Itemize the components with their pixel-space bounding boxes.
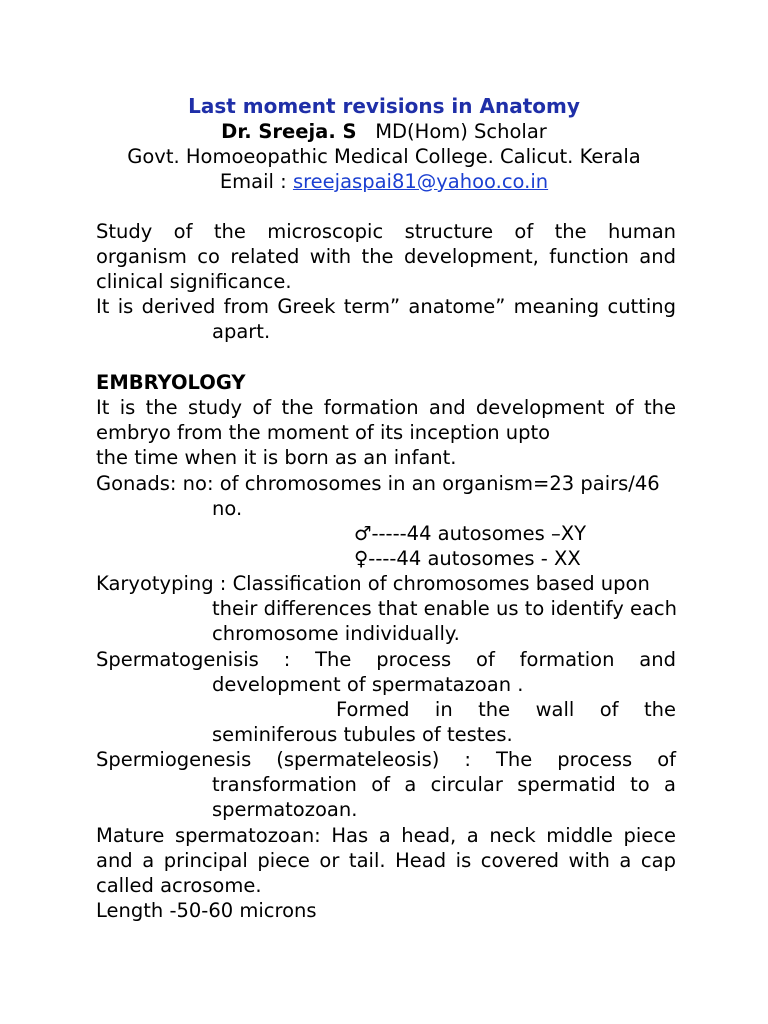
author-name: Dr. Sreeja. S [221,120,357,143]
author-line [0,120,768,143]
length-line: Length -50-60 microns [96,899,317,922]
spermatogenesis-line-4: seminiferous tubules of testes. [212,723,513,746]
karyotyping-line-1: Karyotyping : Classification of chromosomes based upon [96,572,650,595]
karyotyping-line-2: their differences that enable us to identify each [212,597,677,620]
mature-spermatozoan-line-2: and a principal piece or tail. Head is covered with a cap [96,849,676,872]
intro-line-5: apart. [212,320,271,343]
intro-line-2: organism co related with the development, function and [96,245,676,268]
email-line [0,170,768,193]
embryology-line-3: the time when it is born as an infant. [96,446,457,469]
email-label: Email : [219,170,287,193]
spermiogenesis-line-2: transformation of a circular spermatid to a [212,773,676,796]
section-heading-embryology: EMBRYOLOGY [96,371,246,394]
spermiogenesis-line-1: Spermiogenesis (spermateleosis) : The process of [96,748,676,771]
spermatogenesis-line-2: development of spermatazoan . [212,673,524,696]
author-degree: MD(Hom) Scholar [375,120,547,143]
intro-line-1: Study of the microscopic structure of the human [96,220,676,243]
email-link[interactable]: sreejaspai81@yahoo.co.in [292,170,549,193]
intro-line-3: clinical significance. [96,270,292,293]
embryology-line-2: embryo from the moment of its inception upto [96,421,551,444]
institution: Govt. Homoeopathic Medical College. Calicut. Kerala [127,145,641,168]
document-title: Last moment revisions in Anatomy [188,94,580,118]
mature-spermatozoan-line-1: Mature spermatozoan: Has a head, a neck middle piece [96,824,676,847]
male-karyotype: ♂-----44 autosomes –XY [354,522,587,545]
gonads-line-2: no. [212,497,243,520]
intro-line-4: It is derived from Greek term” anatome” meaning cutting [96,295,676,318]
spermatogenesis-line-3: Formed in the wall of the [336,698,676,721]
karyotyping-line-3: chromosome individually. [212,622,460,645]
mature-spermatozoan-line-3: called acrosome. [96,874,262,897]
spermatogenesis-line-1: Spermatogenisis : The process of formation and [96,648,676,671]
gonads-line-1: Gonads: no: of chromosomes in an organism=23 pairs/46 [96,472,660,495]
female-karyotype: ♀----44 autosomes - XX [354,547,581,570]
spermiogenesis-line-3: spermatozoan. [212,798,358,821]
embryology-line-1: It is the study of the formation and development of the [96,396,676,419]
